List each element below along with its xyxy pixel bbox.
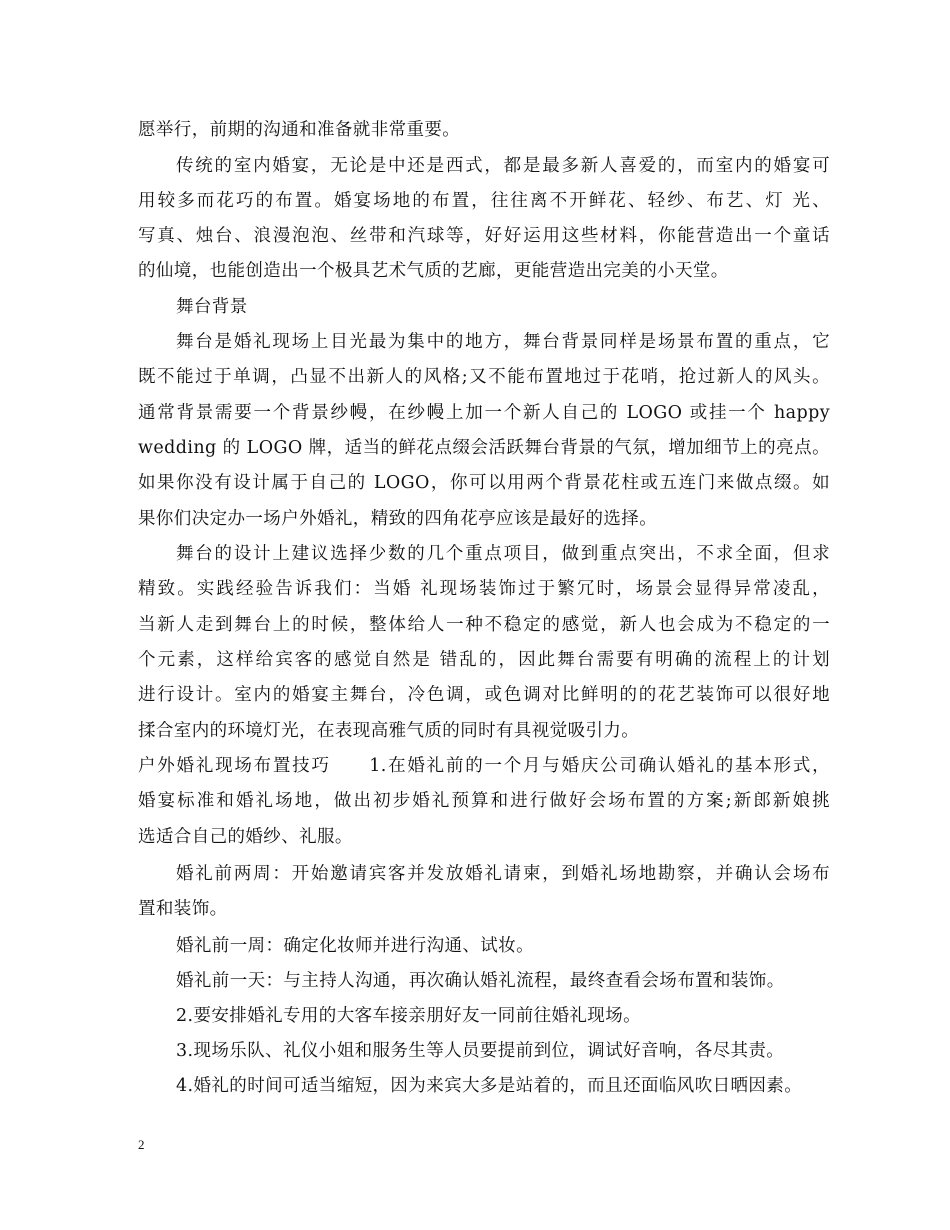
- body-line: 用较多而花巧的布置。婚宴场地的布置，往往离不开鲜花、轻纱、布艺、灯 光、: [138, 191, 830, 211]
- body-line: 传统的室内婚宴，无论是中还是西式，都是最多新人喜爱的，而室内的婚宴可: [176, 156, 830, 176]
- body-line: 如果你没有设计属于自己的 LOGO，你可以用两个背景花柱或五连门来做点缀。如: [138, 473, 830, 493]
- body-line: 既不能过于单调，凸显不出新人的风格;又不能布置地过于花哨，抢过新人的风头。: [138, 367, 830, 387]
- body-line: 舞台是婚礼现场上目光最为集中的地方，舞台背景同样是场景布置的重点，它: [176, 332, 830, 352]
- body-line: 置和装饰。: [138, 899, 228, 919]
- body-line: 的仙境，也能创造出一个极具艺术气质的艺廊，更能营造出完美的小天堂。: [138, 261, 729, 281]
- body-line: 通常背景需要一个背景纱幔，在纱幔上加一个新人自己的 LOGO 或挂一个 happy: [138, 403, 830, 423]
- body-line: 户外婚礼现场布置技巧 1.在婚礼前的一个月与婚庆公司确认婚礼的基本形式，: [138, 756, 830, 776]
- body-line: wedding 的 LOGO 牌，适当的鲜花点缀会活跃舞台背景的气氛，增加细节上的亮点。: [138, 438, 830, 458]
- body-line: 4.婚礼的时间可适当缩短，因为来宾大多是站着的，而且还面临风吹日晒因素。: [176, 1076, 803, 1096]
- body-line: 个元素，这样给宾客的感觉自然是 错乱的，因此舞台需要有明确的流程上的计划: [138, 650, 830, 670]
- body-line: 婚礼前一天：与主持人沟通，再次确认婚礼流程，最终查看会场布置和装饰。: [176, 971, 785, 991]
- body-line: 当新人走到舞台上的时候，整体给人一种不稳定的感觉，新人也会成为不稳定的一: [138, 615, 830, 635]
- body-line: 婚宴标准和婚礼场地，做出初步婚礼预算和进行做好会场布置的方案;新郎新娘挑: [138, 791, 830, 811]
- body-line: 果你们决定办一场户外婚礼，精致的四角花亭应该是最好的选择。: [138, 509, 658, 529]
- body-line: 进行设计。室内的婚宴主舞台，冷色调，或色调对比鲜明的的花艺装饰可以很好地: [138, 685, 830, 705]
- body-line: 3.现场乐队、礼仪小姐和服务生等人员要提前到位，调试好音响，各尽其责。: [176, 1041, 785, 1061]
- body-line: 婚礼前两周：开始邀请宾客并发放婚礼请柬，到婚礼场地勘察，并确认会场布: [176, 864, 830, 884]
- section-heading: 舞台背景: [176, 297, 248, 317]
- page-number: 2: [138, 1137, 145, 1152]
- body-line: 婚礼前一周：确定化妆师并进行沟通、试妆。: [176, 936, 534, 956]
- body-line: 舞台的设计上建议选择少数的几个重点项目，做到重点突出，不求全面，但求: [176, 544, 830, 564]
- body-line: 愿举行，前期的沟通和准备就非常重要。: [138, 120, 461, 140]
- body-line: 写真、烛台、浪漫泡泡、丝带和汽球等，好好运用这些材料，你能营造出一个童话: [138, 226, 830, 246]
- body-line: 揉合室内的环境灯光，在表现高雅气质的同时有具视觉吸引力。: [138, 721, 640, 741]
- body-line: 2.要安排婚礼专用的大客车接亲朋好友一同前往婚礼现场。: [176, 1006, 641, 1026]
- body-line: 精致。实践经验告诉我们：当婚 礼现场装饰过于繁冗时，场景会显得异常凌乱，: [138, 579, 830, 599]
- body-line: 选适合自己的婚纱、礼服。: [138, 827, 353, 847]
